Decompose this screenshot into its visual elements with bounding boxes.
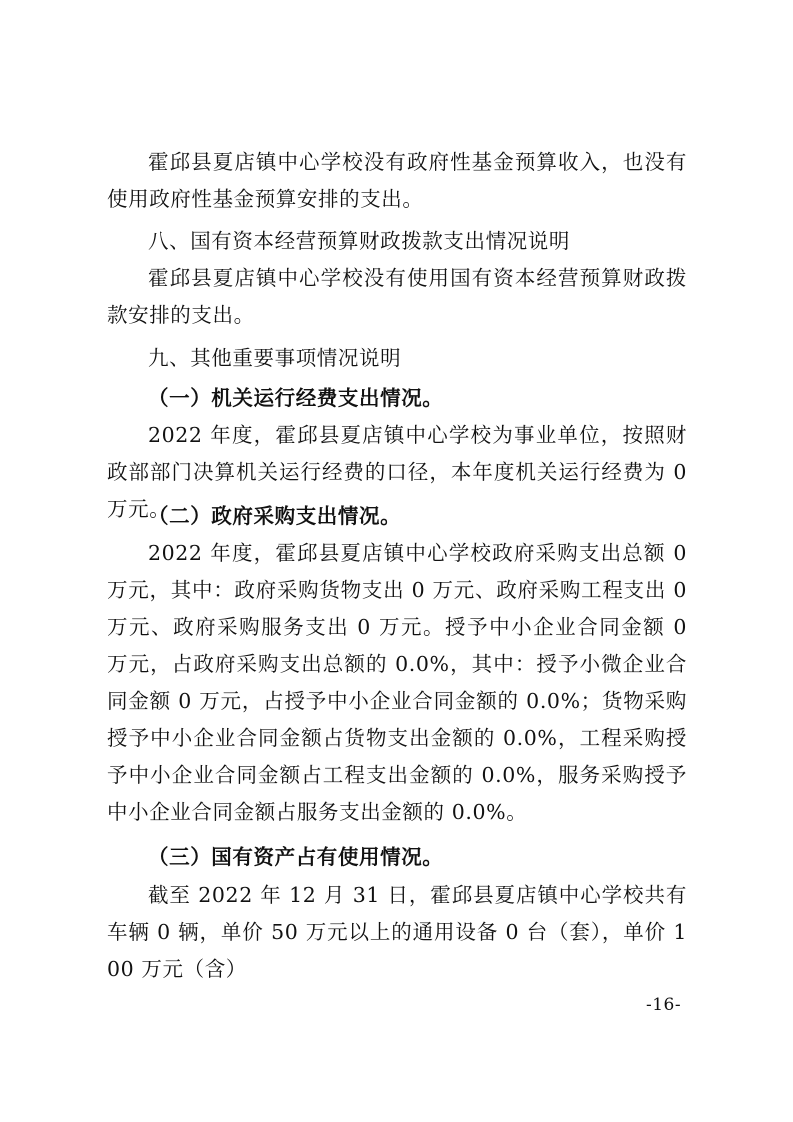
- paragraph-government-procurement: 2022 年度，霍邱县夏店镇中心学校政府采购支出总额 0 万元，其中：政府采购货物支出 0 万元、政府采购工程支出 0 万元、政府采购服务支出 0 万元。授予中小企业合同金额 0 万元，占政府采购支出总额的 0.0%，其中：授予小微企业合同金额 0 万元，占授予中小企业合同金额的 0.0%；货物采购授予中小企业合同金额占货物支出金额的 0.0%，工程采购授予中小企业合同金额占工程支出金额的 0.0%，服务采购授予中小企业合同金额占服务支出金额的 0.0%。: [107, 541, 687, 824]
- subheading-state-assets: （三）国有资产占有使用情况。: [148, 845, 444, 869]
- paragraph-office-operating-expenses: 2022 年度，霍邱县夏店镇中心学校为事业单位，按照财政部部门决算机关运行经费的口径，本年度机关运行经费为 0 万元。: [107, 423, 687, 521]
- page-number: -16-: [646, 995, 682, 1015]
- heading-other-important-matters: 九、其他重要事项情况说明: [148, 346, 402, 370]
- heading-state-capital-budget: 八、国有资本经营预算财政拨款支出情况说明: [148, 229, 570, 253]
- subheading-office-operating-expenses: （一）机关运行经费支出情况。: [148, 386, 444, 410]
- paragraph-government-fund-budget: 霍邱县夏店镇中心学校没有政府性基金预算收入，也没有使用政府性基金预算安排的支出。: [107, 150, 687, 211]
- paragraph-state-capital-budget: 霍邱县夏店镇中心学校没有使用国有资本经营预算财政拨款安排的支出。: [107, 266, 687, 327]
- subheading-government-procurement: （二）政府采购支出情况。: [148, 504, 402, 528]
- paragraph-state-assets: 截至 2022 年 12 月 31 日，霍邱县夏店镇中心学校共有车辆 0 辆，单价 50 万元以上的通用设备 0 台（套），单价 100 万元（含）: [107, 883, 687, 981]
